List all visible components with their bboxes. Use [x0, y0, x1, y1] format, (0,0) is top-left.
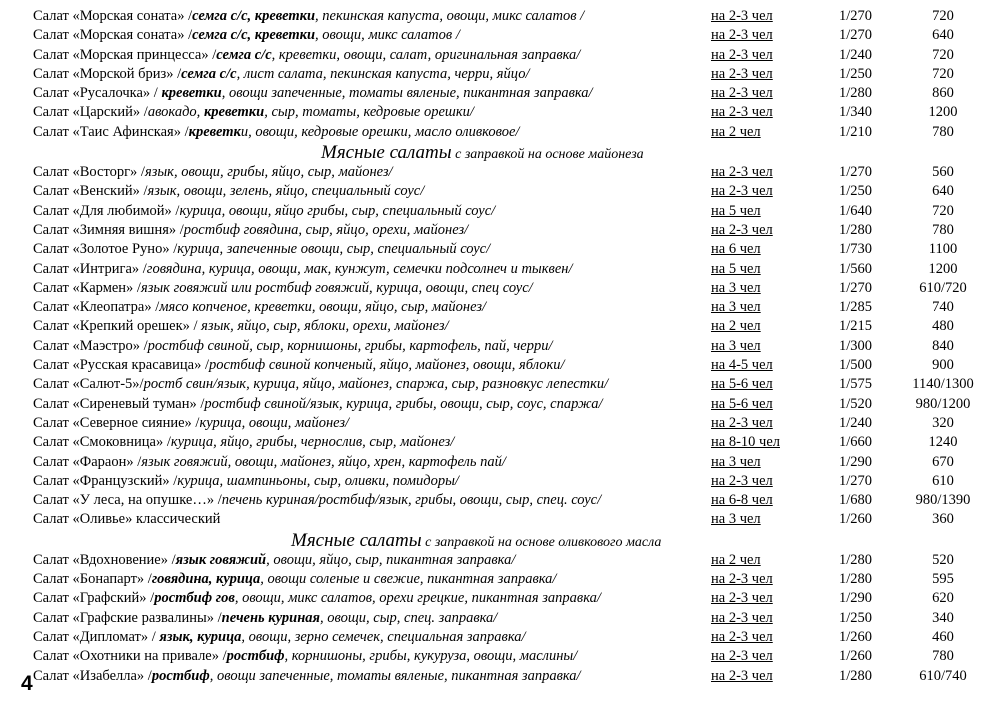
item-weight: 1/280: [839, 667, 873, 684]
description-part: ростбиф говядина, сыр, яйцо, орехи, майонез/: [183, 221, 469, 238]
description-part: ростбиф свиной/язык, курица, грибы, овощи, сыр, соус, спаржа/: [204, 395, 603, 412]
item-price: 520: [932, 551, 954, 568]
description-part: авокадо,: [147, 104, 204, 121]
menu-item: [33, 163, 993, 182]
menu-item: [33, 433, 993, 452]
item-price: 780: [932, 648, 954, 665]
description-part: ростбиф: [151, 667, 210, 684]
item-description: [33, 221, 468, 240]
description-part: , овощи, микс салатов, орехи грецкие, пикантная заправка/: [234, 590, 601, 607]
item-weight: 1/215: [839, 318, 873, 335]
section-subtitle: с заправкой на основе оливкового масла: [421, 534, 662, 550]
item-weight: 1/270: [839, 279, 873, 296]
item-serving: на 2-3 чел: [711, 628, 773, 645]
item-price: 860: [932, 85, 954, 102]
description-part: , овощи соленые и свежие, пикантная заправка/: [260, 571, 557, 588]
item-serving: на 2 чел: [711, 318, 761, 335]
item-price: 1200: [928, 260, 958, 277]
menu-item: [33, 356, 993, 375]
item-weight: 1/680: [839, 492, 873, 509]
item-weight: 1/500: [839, 357, 873, 374]
item-serving: на 4-5 чел: [711, 357, 773, 374]
item-serving: на 2-3 чел: [711, 104, 773, 121]
item-serving: на 2-3 чел: [711, 8, 773, 24]
item-weight: 1/260: [839, 628, 873, 645]
menu-item: [33, 589, 993, 608]
menu-item: [33, 123, 993, 142]
menu-item: [33, 317, 993, 336]
item-price: 640: [932, 183, 954, 200]
item-description: [33, 551, 515, 570]
item-serving: на 2 чел: [711, 123, 761, 140]
menu-item: [33, 240, 993, 259]
item-price: 610/740: [919, 667, 967, 684]
description-part: Салат «Крепкий орешек» /: [33, 318, 202, 335]
item-serving: на 5-6 чел: [711, 395, 773, 412]
item-price: 595: [932, 571, 954, 588]
item-serving: на 3 чел: [711, 279, 761, 296]
item-description: [33, 609, 497, 628]
item-description: [33, 26, 460, 45]
menu-document: [33, 7, 993, 686]
menu-item: [33, 221, 993, 240]
item-weight: 1/560: [839, 260, 873, 277]
menu-item: [33, 491, 993, 510]
menu-item: [33, 7, 993, 26]
menu-item: [33, 46, 993, 65]
description-part: креветки: [203, 104, 265, 121]
description-part: язык, курица: [159, 628, 242, 645]
item-weight: 1/280: [839, 571, 873, 588]
description-part: креветк: [188, 123, 241, 140]
item-price: 740: [932, 299, 954, 316]
item-description: [33, 182, 424, 201]
description-part: Салат «Французский» /: [33, 472, 178, 489]
menu-item: [33, 414, 993, 433]
item-price: 610: [932, 472, 954, 489]
description-part: курица, шампиньоны, сыр, оливки, помидоры/: [177, 472, 459, 489]
item-weight: 1/260: [839, 511, 873, 528]
item-price: 780: [932, 221, 954, 238]
item-weight: 1/300: [839, 337, 873, 354]
description-part: , овощи, яйцо, сыр, пикантная заправка/: [266, 551, 516, 568]
item-description: [33, 317, 449, 336]
item-price: 560: [932, 164, 954, 181]
description-part: семга с/с, креветки: [192, 8, 316, 24]
item-price: 670: [932, 453, 954, 470]
item-serving: на 2-3 чел: [711, 667, 773, 684]
item-price: 720: [932, 8, 954, 24]
section-title: Мясные салаты: [321, 142, 452, 164]
description-part: , сыр, томаты, кедровые орешки/: [264, 104, 474, 121]
description-part: язык говяжий, овощи, майонез, яйцо, хрен, картофель пай/: [141, 453, 506, 470]
description-part: ростбиф гов: [154, 590, 235, 607]
item-price: 320: [932, 414, 954, 431]
item-weight: 1/250: [839, 65, 873, 82]
item-weight: 1/575: [839, 376, 873, 393]
item-serving: на 2 чел: [711, 551, 761, 568]
item-serving: на 3 чел: [711, 453, 761, 470]
menu-item: [33, 337, 993, 356]
description-part: ростб свин/язык, курица, яйцо, майонез, спаржа, сыр, разновкус лепестки/: [143, 376, 609, 393]
item-weight: 1/210: [839, 123, 873, 140]
description-part: Салат «Клеопатра» /: [33, 299, 160, 316]
description-part: Салат «Графский» /: [33, 590, 155, 607]
item-description: [33, 123, 519, 142]
menu-item: [33, 551, 993, 570]
item-price: 720: [932, 46, 954, 63]
description-part: , овощи запеченные, томаты вяленые, пикантная заправка/: [221, 85, 593, 102]
description-part: говядина, курица: [151, 571, 261, 588]
description-part: , лист салата, пекинская капуста, черри, яйцо/: [236, 65, 530, 82]
description-part: семга с/с: [216, 46, 272, 63]
item-weight: 1/270: [839, 164, 873, 181]
menu-item: [33, 103, 993, 122]
menu-item: [33, 65, 993, 84]
item-price: 610/720: [919, 279, 967, 296]
item-serving: на 2-3 чел: [711, 571, 773, 588]
item-weight: 1/240: [839, 46, 873, 63]
item-weight: 1/285: [839, 299, 873, 316]
description-part: Салат «Венский» /: [33, 183, 148, 200]
item-serving: на 2-3 чел: [711, 164, 773, 181]
item-description: [33, 202, 495, 221]
item-serving: на 2-3 чел: [711, 27, 773, 44]
description-part: Салат «Кармен» /: [33, 279, 141, 296]
description-part: Салат «Золотое Руно» /: [33, 241, 178, 258]
item-weight: 1/280: [839, 85, 873, 102]
description-part: , овощи, микс салатов /: [315, 27, 460, 44]
item-serving: на 2-3 чел: [711, 648, 773, 665]
item-serving: на 2-3 чел: [711, 65, 773, 82]
item-description: [33, 395, 603, 414]
description-part: ростбиф свиной копченый, яйцо, майонез, овощи, яблоки/: [208, 357, 565, 374]
description-part: , корнишоны, грибы, кукуруза, овощи, маслины/: [284, 648, 578, 665]
item-serving: на 6 чел: [711, 241, 761, 258]
description-part: , овощи запеченные, томаты вяленые, пикантная заправка/: [209, 667, 581, 684]
description-part: язык говяжий: [175, 551, 267, 568]
section-subtitle: с заправкой на основе майонеза: [451, 147, 644, 163]
item-serving: на 3 чел: [711, 337, 761, 354]
item-price: 1140/1300: [912, 376, 974, 393]
item-price: 720: [932, 202, 954, 219]
item-price: 1100: [928, 241, 958, 258]
description-part: ростбиф: [226, 648, 285, 665]
item-description: [33, 667, 581, 686]
description-part: язык, овощи, грибы, яйцо, сыр, майонез/: [144, 164, 393, 181]
menu-item: [33, 202, 993, 221]
item-serving: на 2-3 чел: [711, 221, 773, 238]
description-part: Салат «Вдохновение» /: [33, 551, 176, 568]
item-price: 1240: [928, 434, 958, 451]
item-weight: 1/730: [839, 241, 873, 258]
item-weight: 1/520: [839, 395, 873, 412]
item-weight: 1/250: [839, 183, 873, 200]
item-weight: 1/290: [839, 590, 873, 607]
menu-item: [33, 84, 993, 103]
description-part: курица, запеченные овощи, сыр, специальный соус/: [177, 241, 491, 258]
menu-item: [33, 182, 993, 201]
menu-item: [33, 26, 993, 45]
description-part: Салат «Морская соната» /: [33, 27, 193, 44]
item-description: [33, 433, 454, 452]
item-serving: на 6-8 чел: [711, 492, 773, 509]
description-part: курица, яйцо, грибы, чернослив, сыр, майонез/: [170, 434, 455, 451]
item-serving: на 2-3 чел: [711, 85, 773, 102]
item-serving: на 2-3 чел: [711, 183, 773, 200]
description-part: Салат «Сиреневый туман» /: [33, 395, 205, 412]
item-description: [33, 628, 526, 647]
item-serving: на 2-3 чел: [711, 414, 773, 431]
description-part: Салат «Охотники на привале» /: [33, 648, 227, 665]
description-part: Салат «Дипломат» /: [33, 628, 160, 645]
description-part: Салат «Морской бриз» /: [33, 65, 182, 82]
item-price: 480: [932, 318, 954, 335]
description-part: Салат «У леса, на опушке…» /: [33, 492, 222, 509]
item-description: [33, 65, 530, 84]
item-serving: на 5-6 чел: [711, 376, 773, 393]
item-price: 360: [932, 511, 954, 528]
menu-item: [33, 667, 993, 686]
item-description: [33, 510, 220, 529]
item-price: 900: [932, 357, 954, 374]
item-weight: 1/290: [839, 453, 873, 470]
description-part: Салат «Зимняя вишня» /: [33, 221, 184, 238]
description-part: печень куриная: [221, 609, 320, 626]
item-description: [33, 453, 506, 472]
menu-item: [33, 453, 993, 472]
item-weight: 1/260: [839, 648, 873, 665]
description-part: Салат «Для любимой» /: [33, 202, 180, 219]
description-part: и, овощи, кедровые орешки, масло оливковое/: [240, 123, 520, 140]
item-weight: 1/240: [839, 414, 873, 431]
description-part: ростбиф свиной, сыр, корнишоны, грибы, картофель, пай, черри/: [147, 337, 553, 354]
description-part: , овощи, зерно семечек, специальная заправка/: [241, 628, 526, 645]
item-description: [33, 589, 601, 608]
section-heading: [33, 530, 993, 551]
item-weight: 1/340: [839, 104, 873, 121]
item-price: 1200: [928, 104, 958, 121]
menu-item: [33, 279, 993, 298]
item-weight: 1/270: [839, 27, 873, 44]
item-description: [33, 46, 580, 65]
item-weight: 1/660: [839, 434, 873, 451]
item-price: 340: [932, 609, 954, 626]
description-part: печень куриная/ростбиф/язык, грибы, овощи, сыр, спец. соус/: [221, 492, 602, 509]
description-part: Салат «Оливье» классический: [33, 511, 221, 528]
description-part: курица, овощи, яйцо грибы, сыр, специальный соус/: [179, 202, 496, 219]
item-weight: 1/640: [839, 202, 873, 219]
description-part: Салат «Царский» /: [33, 104, 148, 121]
item-description: [33, 103, 474, 122]
item-serving: на 2-3 чел: [711, 590, 773, 607]
description-part: Салат «Смоковница» /: [33, 434, 171, 451]
description-part: семга с/с, креветки: [192, 27, 316, 44]
description-part: Салат «Бонапарт» /: [33, 571, 152, 588]
item-description: [33, 7, 584, 26]
item-description: [33, 414, 349, 433]
item-weight: 1/270: [839, 472, 873, 489]
item-description: [33, 279, 533, 298]
item-serving: на 2-3 чел: [711, 472, 773, 489]
description-part: Салат «Русская красавица» /: [33, 357, 209, 374]
menu-item: [33, 298, 993, 317]
item-serving: на 5 чел: [711, 202, 761, 219]
item-weight: 1/270: [839, 8, 873, 24]
item-description: [33, 163, 393, 182]
item-price: 640: [932, 27, 954, 44]
item-price: 980/1390: [915, 492, 971, 509]
description-part: говядина, курица, овощи, мак, кунжут, семечки подсолнеч и тыквен/: [146, 260, 573, 277]
item-description: [33, 260, 573, 279]
item-serving: на 2-3 чел: [711, 609, 773, 626]
description-part: , овощи, сыр, спец. заправка/: [319, 609, 498, 626]
description-part: язык говяжий или ростбиф говяжий, курица, овощи, спец соус/: [140, 279, 533, 296]
item-weight: 1/280: [839, 551, 873, 568]
item-weight: 1/280: [839, 221, 873, 238]
description-part: Салат «Морская принцесса» /: [33, 46, 217, 63]
menu-item: [33, 609, 993, 628]
description-part: Салат «Маэстро» /: [33, 337, 148, 354]
section-title: Мясные салаты: [291, 529, 422, 551]
description-part: Салат «Графские развалины» /: [33, 609, 222, 626]
menu-item: [33, 510, 993, 529]
description-part: Салат «Фараон» /: [33, 453, 142, 470]
description-part: курица, овощи, майонез/: [199, 414, 350, 431]
menu-item: [33, 570, 993, 589]
item-description: [33, 570, 556, 589]
item-description: [33, 337, 552, 356]
menu-item: [33, 628, 993, 647]
description-part: мясо копченое, креветки, овощи, яйцо, сыр, майонез/: [159, 299, 487, 316]
item-description: [33, 84, 593, 103]
menu-item: [33, 375, 993, 394]
item-description: [33, 472, 459, 491]
menu-item: [33, 647, 993, 666]
menu-item: [33, 260, 993, 279]
item-description: [33, 356, 565, 375]
description-part: Салат «Восторг» /: [33, 164, 145, 181]
menu-item: [33, 472, 993, 491]
description-part: язык, яйцо, сыр, яблоки, орехи, майонез/: [201, 318, 449, 335]
item-price: 980/1200: [915, 395, 971, 412]
description-part: Салат «Северное сияние» /: [33, 414, 200, 431]
description-part: , креветки, овощи, салат, оригинальная заправка/: [271, 46, 581, 63]
item-description: [33, 240, 490, 259]
item-weight: 1/250: [839, 609, 873, 626]
description-part: , пекинская капуста, овощи, микс салатов /: [315, 8, 585, 24]
page-number: 4: [21, 672, 33, 695]
item-price: 840: [932, 337, 954, 354]
item-price: 620: [932, 590, 954, 607]
item-serving: на 2-3 чел: [711, 46, 773, 63]
description-part: семга с/с: [181, 65, 237, 82]
description-part: креветки: [161, 85, 222, 102]
item-price: 460: [932, 628, 954, 645]
item-serving: на 5 чел: [711, 260, 761, 277]
description-part: Салат «Русалочка» /: [33, 85, 162, 102]
item-price: 720: [932, 65, 954, 82]
description-part: язык, овощи, зелень, яйцо, специальный соус/: [147, 183, 425, 200]
description-part: Салат «Морская соната» /: [33, 8, 193, 24]
description-part: Салат «Интрига» /: [33, 260, 147, 277]
item-description: [33, 491, 601, 510]
menu-item: [33, 395, 993, 414]
description-part: Салат «Салют-5»/: [33, 376, 144, 393]
description-part: Салат «Изабелла» /: [33, 667, 152, 684]
section-heading: [33, 142, 993, 163]
item-serving: на 8-10 чел: [711, 434, 780, 451]
item-serving: на 3 чел: [711, 299, 761, 316]
description-part: Салат «Таис Афинская» /: [33, 123, 189, 140]
item-description: [33, 647, 577, 666]
item-serving: на 3 чел: [711, 511, 761, 528]
item-price: 780: [932, 123, 954, 140]
item-description: [33, 298, 486, 317]
item-description: [33, 375, 608, 394]
